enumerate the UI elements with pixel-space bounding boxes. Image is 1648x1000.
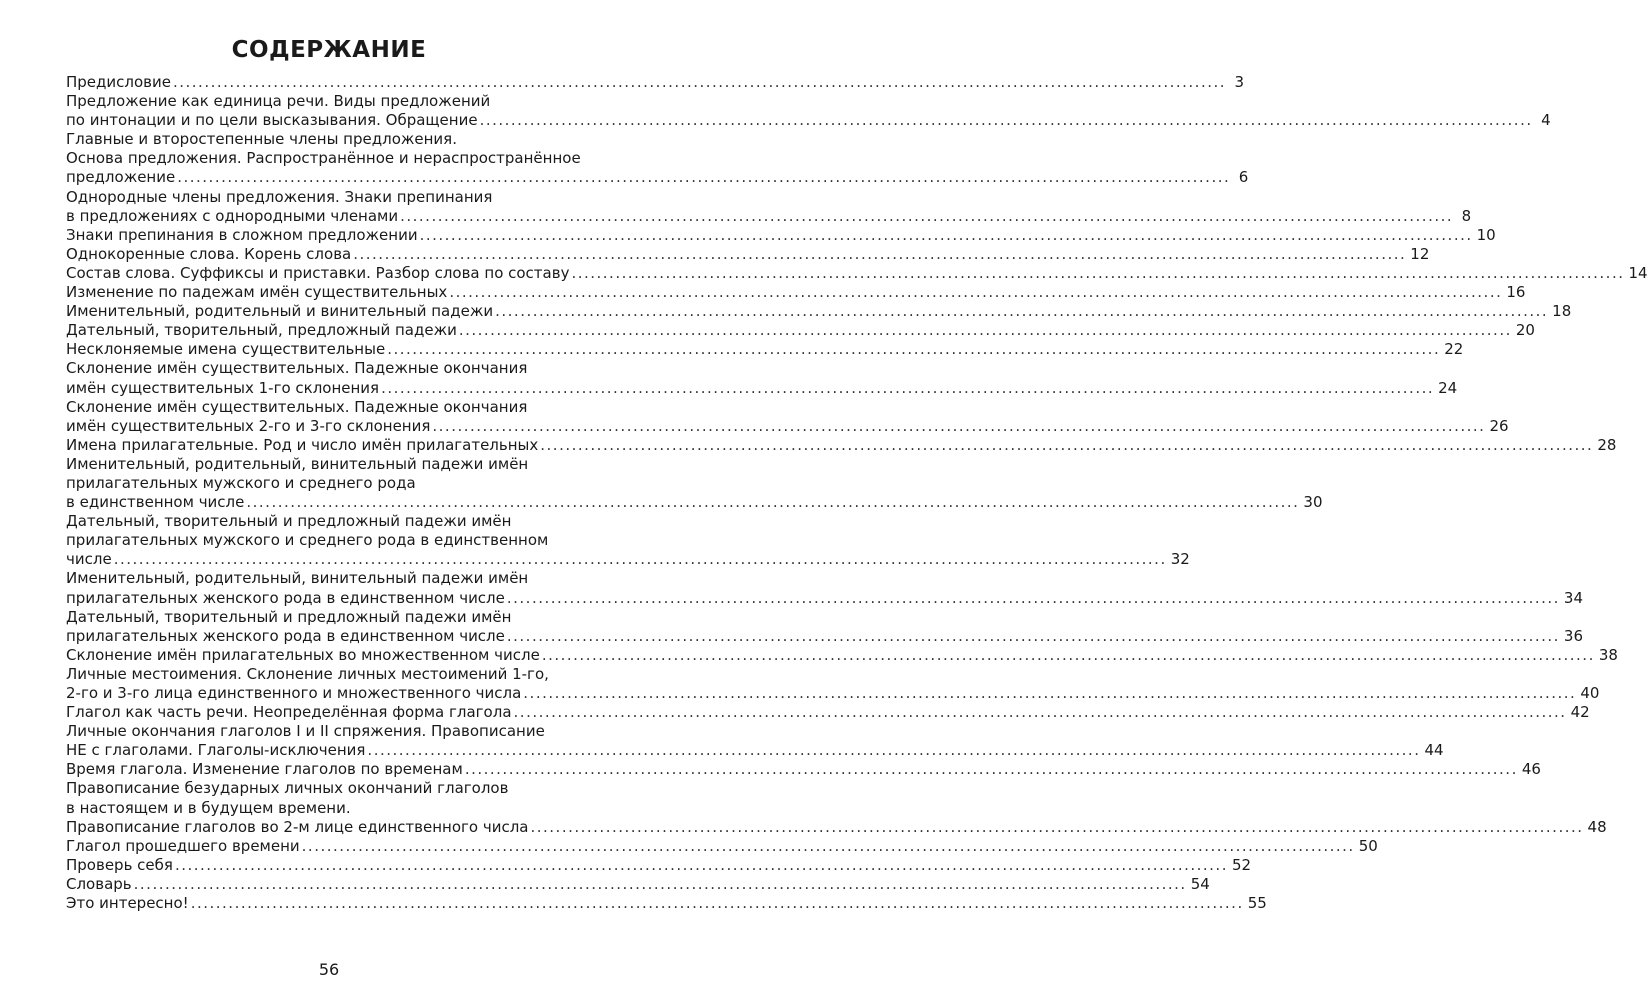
toc-entry-line: [66, 817, 1607, 837]
toc-entry-page: 18: [1552, 302, 1572, 321]
toc-entry-line: [66, 512, 624, 531]
toc-entry-page: 32: [1170, 550, 1190, 569]
toc-entry-page: 46: [1521, 760, 1541, 779]
toc-entry: [66, 92, 1551, 130]
toc-entry-line: [66, 111, 1551, 130]
toc-entry-title: Время глагола. Изменение глаголов по временам: [66, 760, 463, 779]
toc-entry: [66, 283, 1526, 302]
dot-leader: ........................................................................................................................................................................: [523, 684, 1577, 702]
toc-entry: [66, 722, 1444, 760]
dot-leader: ........................................................................................................................................................................: [530, 817, 1584, 836]
toc-entry: [66, 225, 1496, 245]
toc-entry-page: 54: [1190, 874, 1210, 893]
toc-entry-title: Главные и второстепенные члены предложения.: [66, 130, 457, 149]
toc-entry-line: [66, 359, 624, 378]
toc-entry-line: [66, 779, 624, 798]
toc-entry-title: Дательный, творительный и предложный падежи имён: [66, 607, 512, 626]
toc-entry-page: 14: [1628, 263, 1648, 282]
toc-entry: [66, 187, 1472, 226]
toc-entry: [66, 340, 1464, 359]
toc-entry-title: Именительный, родительный, винительный падежи имён: [66, 569, 529, 588]
toc-entry-line: [66, 92, 624, 111]
toc-entry-page: 48: [1587, 817, 1607, 836]
toc-entry-line: [66, 455, 624, 474]
toc-entry-title: Это интересно!: [66, 894, 189, 913]
dot-leader: ........................................................................................................................................................................: [113, 550, 1167, 569]
toc-entry-line: [66, 244, 1430, 264]
toc-entry-page: 24: [1438, 378, 1458, 397]
toc-entry: [66, 263, 1648, 283]
toc-entry-page: 12: [1410, 244, 1430, 263]
toc-entry-title: Склонение имён существительных. Падежные окончания: [66, 397, 528, 416]
dot-leader: ........................................................................................................................................................................: [367, 741, 1421, 760]
toc-entry: [66, 454, 1323, 512]
toc-entry-title: Однокоренные слова. Корень слова: [66, 244, 352, 263]
toc-entry-line: [66, 474, 624, 493]
dot-leader: ........................................................................................................................................................................: [495, 302, 1549, 321]
toc-entry-title: Глагол как часть речи. Неопределённая форма глагола: [66, 703, 512, 722]
toc-entry-title: Имена прилагательные. Род и число имён прилагательных: [66, 435, 539, 454]
toc-entry-line: [66, 263, 1648, 283]
dot-leader: ........................................................................................................................................................................: [571, 263, 1625, 282]
toc-entry: [66, 607, 1584, 646]
table-of-contents: [66, 73, 1648, 913]
toc-entry-title: Глагол прошедшего времени: [66, 836, 300, 855]
toc-entry-title: Предисловие: [66, 73, 171, 91]
toc-entry: [66, 664, 1600, 703]
toc-entry-line: [66, 493, 1323, 512]
toc-entry-title: прилагательных мужского и среднего рода в единственном: [66, 531, 549, 550]
toc-entry-line: [66, 665, 624, 684]
toc-entry: [66, 130, 1249, 187]
toc-entry-title: предложение: [66, 168, 176, 187]
dot-leader: ........................................................................................................................................................................: [381, 378, 1435, 397]
toc-entry: [66, 855, 1252, 875]
toc-entry-line: [66, 149, 624, 168]
toc-entry: [66, 703, 1590, 722]
toc-entry-title: Изменение по падежам имён существительных: [66, 283, 448, 302]
toc-entry-title: имён существительных 2-го и 3-го склонения: [66, 416, 431, 435]
toc-entry-line: [66, 398, 624, 417]
dot-leader: ........................................................................................................................................................................: [541, 645, 1595, 664]
toc-entry-page: 20: [1515, 321, 1535, 340]
toc-entry-line: [66, 588, 1584, 608]
dot-leader: ........................................................................................................................................................................: [479, 111, 1533, 130]
dot-leader: ........................................................................................................................................................................: [540, 435, 1594, 454]
toc-entry: [66, 779, 624, 817]
toc-entry-page: 10: [1476, 225, 1496, 244]
toc-entry: [66, 321, 1535, 340]
toc-entry-page: 28: [1597, 435, 1617, 454]
toc-entry-title: по интонации и по цели высказывания. Обращение: [66, 111, 478, 130]
toc-entry-title: Склонение имён существительных. Падежные окончания: [66, 359, 528, 378]
toc-entry-title: Однородные члены предложения. Знаки препинания: [66, 187, 493, 206]
toc-entry-page: 40: [1580, 684, 1600, 702]
dot-leader: ........................................................................................................................................................................: [432, 416, 1486, 435]
toc-entry: [66, 569, 1584, 607]
toc-entry-line: [66, 188, 624, 207]
dot-leader: ........................................................................................................................................................................: [506, 588, 1560, 607]
toc-entry-title: Личные местоимения. Склонение личных местоимений 1-го,: [66, 664, 549, 683]
toc-entry: [66, 73, 1245, 92]
toc-entry-page: 16: [1506, 283, 1526, 302]
toc-entry: [66, 760, 1541, 779]
dot-leader: ........................................................................................................................................................................: [513, 703, 1567, 722]
toc-entry-line: [66, 378, 1458, 398]
toc-entry-page: 8: [1461, 206, 1472, 225]
toc-entry-title: Состав слова. Суффиксы и приставки. Разбор слова по составу: [66, 263, 570, 282]
toc-entry-title: Правописание безударных личных окончаний глаголов: [66, 779, 509, 798]
toc-entry-page: 38: [1598, 645, 1618, 664]
toc-entry-line: [66, 531, 624, 550]
toc-entry: [66, 435, 1617, 455]
toc-entry-title: прилагательных мужского и среднего рода: [66, 473, 416, 492]
toc-entry-line: [66, 550, 1190, 569]
toc-entry-line: [66, 626, 1584, 646]
toc-entry-page: 34: [1563, 588, 1584, 607]
dot-leader: ........................................................................................................................................................................: [301, 836, 1355, 855]
dot-leader: ........................................................................................................................................................................: [419, 225, 1473, 244]
toc-entry-title: Именительный, родительный и винительный падежи: [66, 302, 494, 321]
toc-entry-line: [66, 799, 624, 818]
toc-entry-line: [66, 608, 624, 627]
toc-entry-line: [66, 416, 1509, 436]
dot-leader: ........................................................................................................................................................................: [172, 73, 1227, 91]
toc-entry-page: 6: [1238, 168, 1249, 187]
toc-entry-title: НЕ с глаголами. Глаголы-исключения: [66, 741, 366, 760]
dot-leader: ........................................................................................................................................................................: [464, 760, 1518, 779]
toc-entry-page: 30: [1303, 493, 1323, 512]
dot-leader: ........................................................................................................................................................................: [246, 493, 1300, 512]
toc-entry-line: [66, 874, 1210, 894]
dot-leader: ........................................................................................................................................................................: [449, 283, 1503, 302]
toc-entry-title: 2-го и 3-го лица единственного и множественного числа: [66, 684, 522, 702]
dot-leader: ........................................................................................................................................................................: [506, 626, 1560, 645]
dot-leader: ........................................................................................................................................................................: [387, 340, 1441, 359]
toc-entry-line: [66, 645, 1618, 665]
toc-entry-title: имён существительных 1-го склонения: [66, 378, 380, 397]
dot-leader: ........................................................................................................................................................................: [174, 855, 1228, 874]
toc-entry-line: [66, 569, 624, 588]
toc-entry-line: [66, 225, 1496, 245]
toc-entry-page: 55: [1247, 894, 1267, 913]
toc-entry-line: [66, 168, 1249, 187]
page-title: СОДЕРЖАНИЕ: [231, 37, 427, 63]
toc-entry-line: [66, 703, 1590, 722]
toc-entry: [66, 874, 1210, 894]
toc-entry: [66, 836, 1378, 856]
page-number: 56: [318, 960, 340, 979]
toc-entry-line: [66, 894, 1267, 913]
dot-leader: ........................................................................................................................................................................: [177, 168, 1231, 187]
toc-entry: [66, 817, 1607, 837]
toc-entry-title: Правописание глаголов во 2-м лице единственного числа: [66, 817, 529, 836]
toc-entry-title: Личные окончания глаголов I и II спряжения. Правописание: [66, 722, 545, 741]
toc-entry-title: в единственном числе: [66, 493, 245, 512]
toc-entry-page: 22: [1444, 340, 1464, 359]
toc-entry: [66, 244, 1430, 264]
toc-entry-page: 44: [1424, 741, 1444, 760]
toc-entry-line: [66, 435, 1617, 455]
toc-entry-title: Склонение имён прилагательных во множественном числе: [66, 645, 540, 664]
toc-entry-line: [66, 283, 1526, 302]
toc-entry: [66, 645, 1618, 665]
toc-entry-line: [66, 73, 1245, 92]
toc-entry-page: 42: [1570, 703, 1590, 722]
toc-entry-title: Дательный, творительный и предложный падежи имён: [66, 512, 512, 531]
toc-entry: [66, 302, 1572, 321]
toc-entry-title: Словарь: [66, 874, 132, 893]
toc-entry: [66, 512, 1190, 569]
toc-entry-line: [66, 836, 1378, 856]
dot-leader: ........................................................................................................................................................................: [190, 894, 1244, 913]
toc-entry-page: 36: [1563, 626, 1584, 645]
toc-entry-line: [66, 760, 1541, 779]
toc-entry-page: 26: [1489, 416, 1509, 435]
toc-entry-title: Именительный, родительный, винительный падежи имён: [66, 454, 529, 473]
toc-entry: [66, 359, 1458, 397]
toc-entry-line: [66, 302, 1572, 321]
toc-entry-line: [66, 206, 1472, 226]
toc-entry-title: прилагательных женского рода в единственном числе: [66, 588, 505, 607]
toc-entry-page: 50: [1358, 836, 1378, 855]
toc-entry-title: числе: [66, 550, 112, 569]
toc-entry: [66, 397, 1509, 436]
toc-entry-title: в настоящем и в будущем времени.: [66, 798, 351, 817]
toc-entry-line: [66, 741, 1444, 760]
toc-entry-title: в предложениях с однородными членами: [66, 206, 399, 225]
dot-leader: ........................................................................................................................................................................: [400, 206, 1454, 225]
toc-entry-page: 4: [1541, 111, 1551, 130]
dot-leader: ........................................................................................................................................................................: [133, 874, 1187, 893]
toc-entry-line: [66, 321, 1535, 340]
toc-entry-line: [66, 855, 1252, 875]
toc-entry-title: Основа предложения. Распространённое и нераспространённое: [66, 149, 581, 168]
toc-entry-title: Дательный, творительный, предложный падежи: [66, 321, 457, 340]
toc-entry-title: Предложение как единица речи. Виды предложений: [66, 92, 491, 111]
toc-entry-line: [66, 340, 1464, 359]
toc-entry-page: 52: [1231, 855, 1252, 874]
toc-entry-title: прилагательных женского рода в единственном числе: [66, 626, 505, 645]
toc-entry-title: Несклоняемые имена существительные: [66, 340, 386, 359]
toc-entry-line: [66, 684, 1600, 703]
toc-entry: [66, 894, 1267, 913]
toc-entry-page: 3: [1234, 73, 1245, 91]
dot-leader: ........................................................................................................................................................................: [458, 321, 1512, 340]
dot-leader: ........................................................................................................................................................................: [353, 244, 1407, 263]
toc-entry-line: [66, 722, 624, 741]
toc-entry-title: Проверь себя: [66, 855, 173, 874]
toc-entry-title: Знаки препинания в сложном предложении: [66, 225, 418, 244]
toc-entry-line: [66, 130, 624, 149]
